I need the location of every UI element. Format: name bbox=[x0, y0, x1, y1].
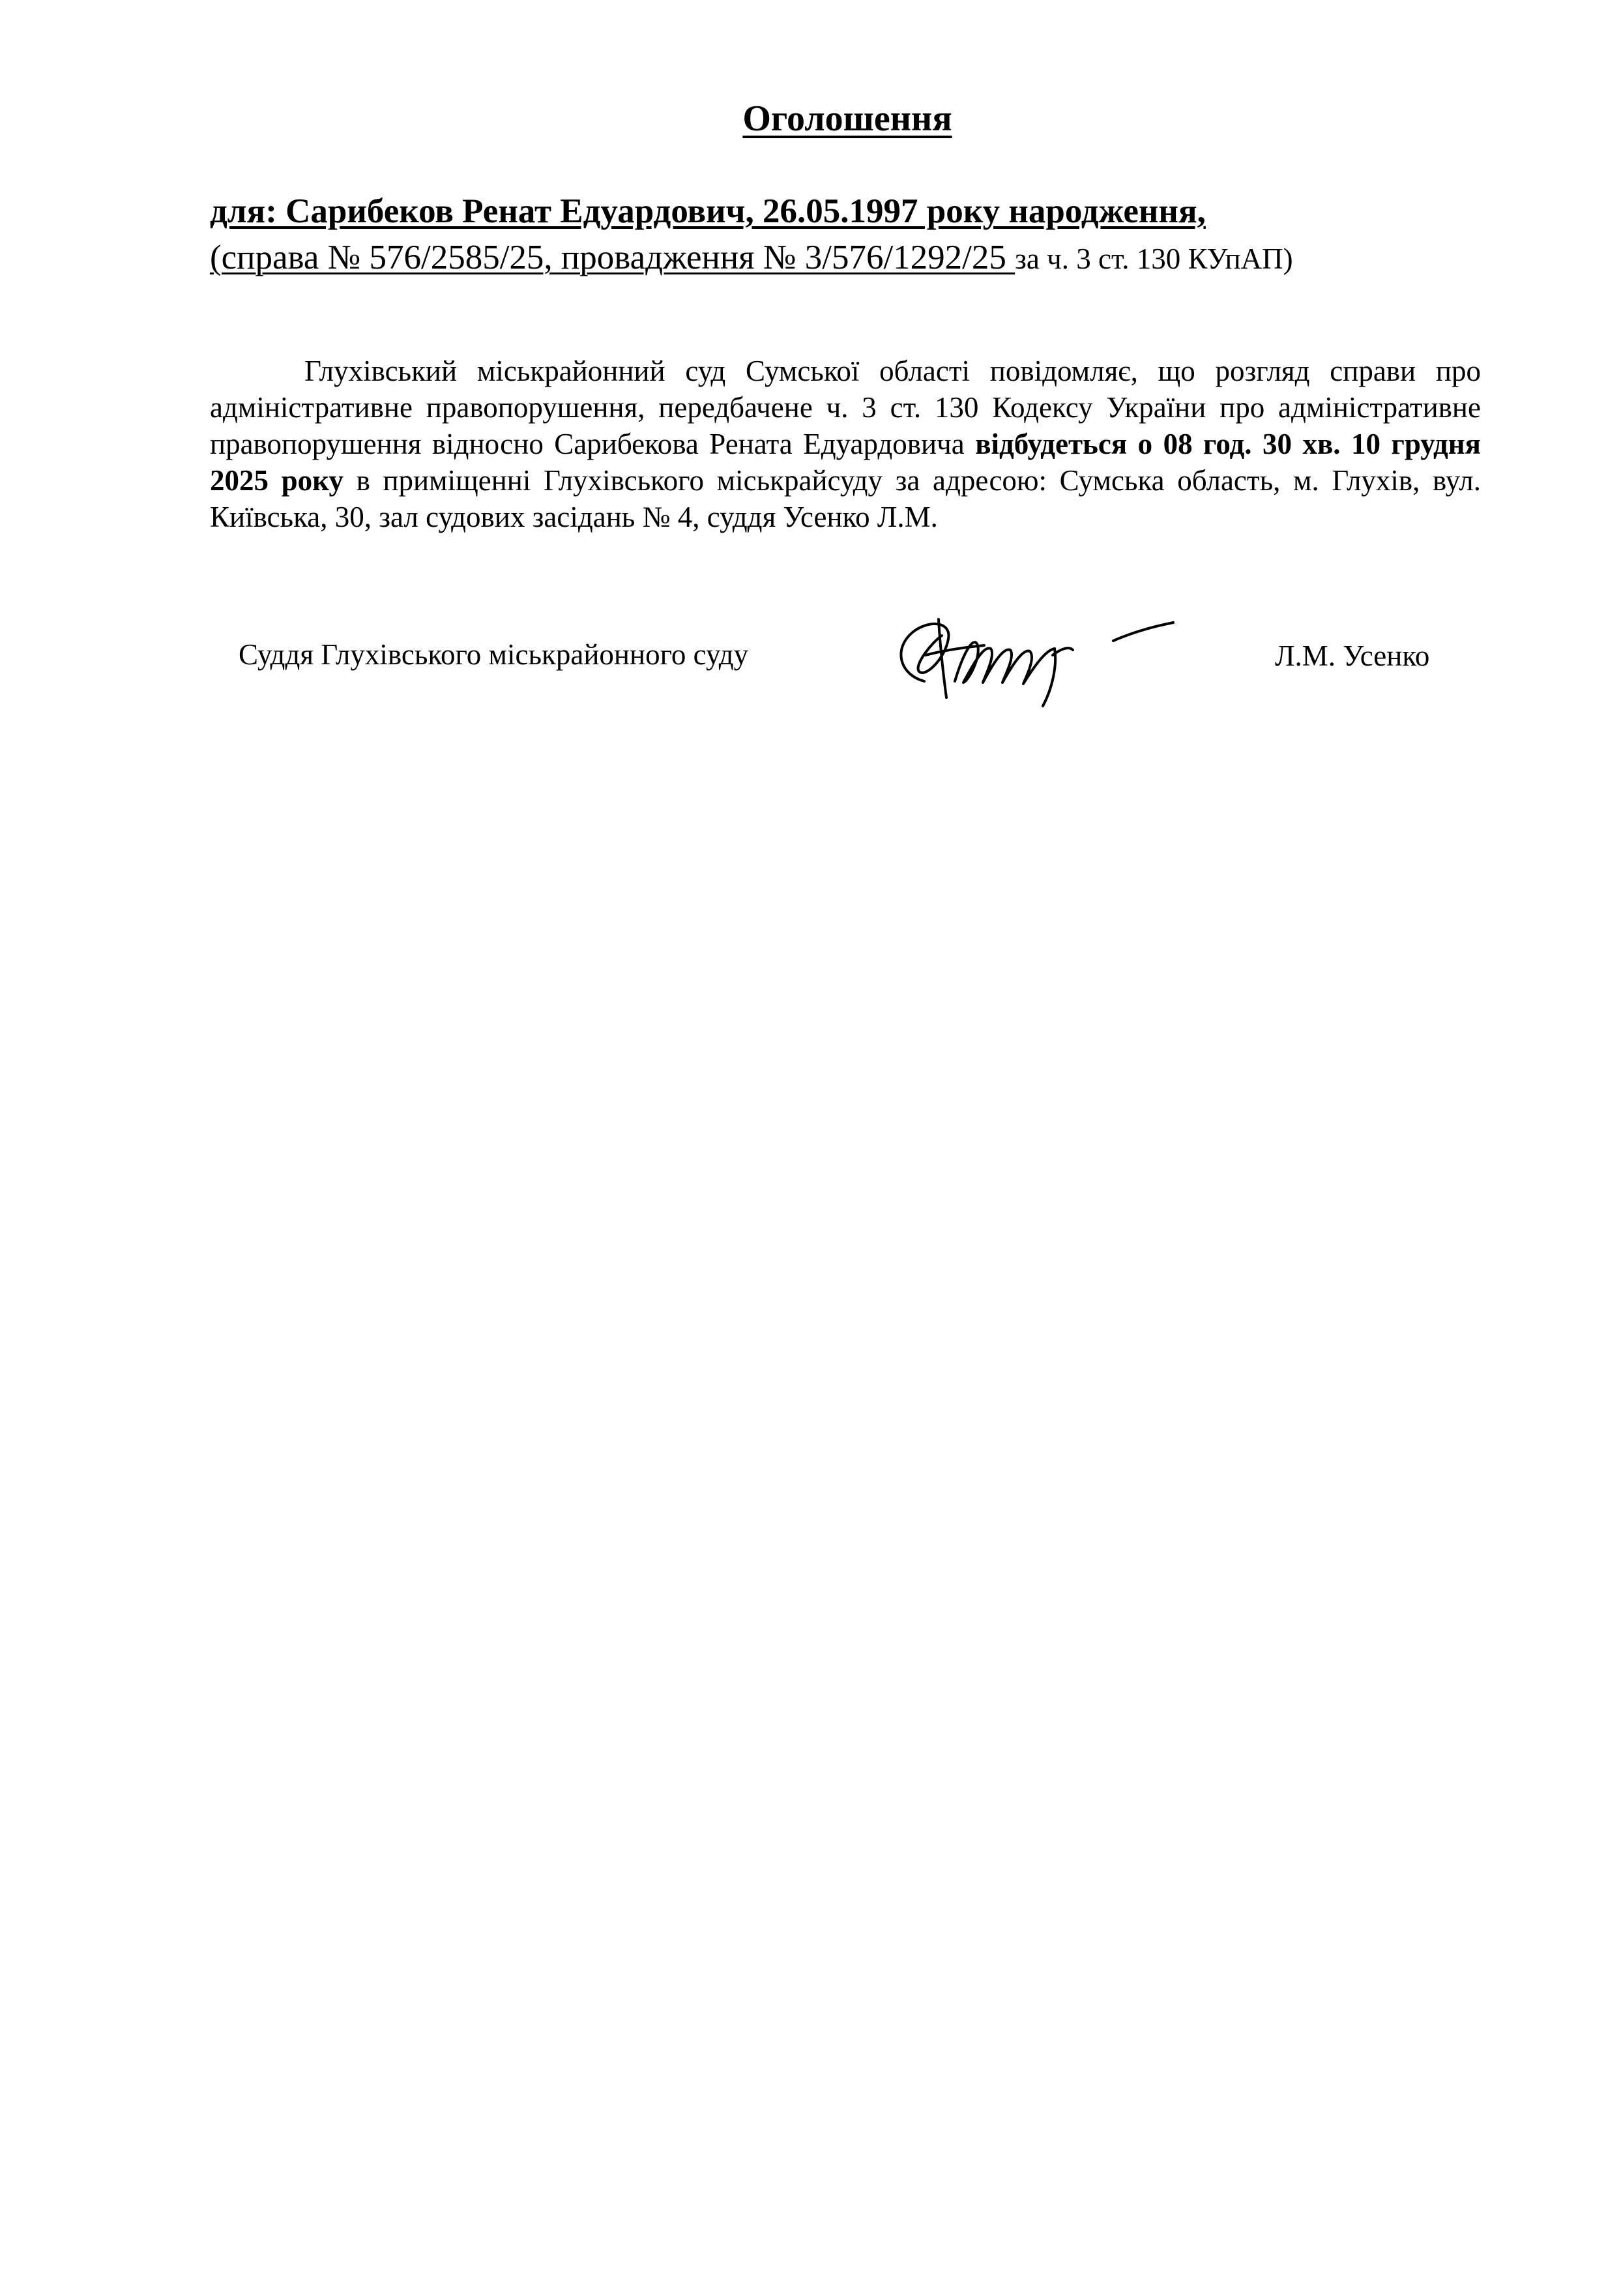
announcement-body bbox=[210, 353, 1481, 535]
body-text-part2: в приміщенні Глухівського міськрайсуду за адресою: Сумська область, м. Глухів, вул. Київська, 30, зал судових засідань № 4, суддя Усенко Л.М. bbox=[210, 464, 1481, 533]
page-title: Оголошення bbox=[742, 98, 952, 139]
article-reference: за ч. 3 ст. 130 КУпАП) bbox=[1015, 243, 1293, 275]
judge-title-label: Суддя Глухівського міськрайонного суду bbox=[239, 638, 749, 671]
recipient-line: для: Сарибеков Ренат Едуардович, 26.05.1997 року народження, bbox=[210, 192, 1206, 230]
judge-name: Л.М. Усенко bbox=[1275, 640, 1430, 672]
handwritten-signature-icon bbox=[886, 610, 1186, 707]
hearing-datetime: відбудеться о 08 год. 30 хв. 10 грудня 2025 року bbox=[210, 428, 1481, 497]
case-number: (справа № 576/2585/25, провадження № 3/576/1292/25 bbox=[210, 239, 1015, 276]
case-reference-line bbox=[210, 238, 1293, 277]
body-text-part1: Глухівський міськрайонний суд Сумської області повідомляє, що розгляд справи про адміністративне правопорушення, передбачене ч. 3 ст. 130 Кодексу України про адміністративне правопорушення відносно Сарибекова Рената Едуардовича bbox=[210, 355, 1481, 460]
